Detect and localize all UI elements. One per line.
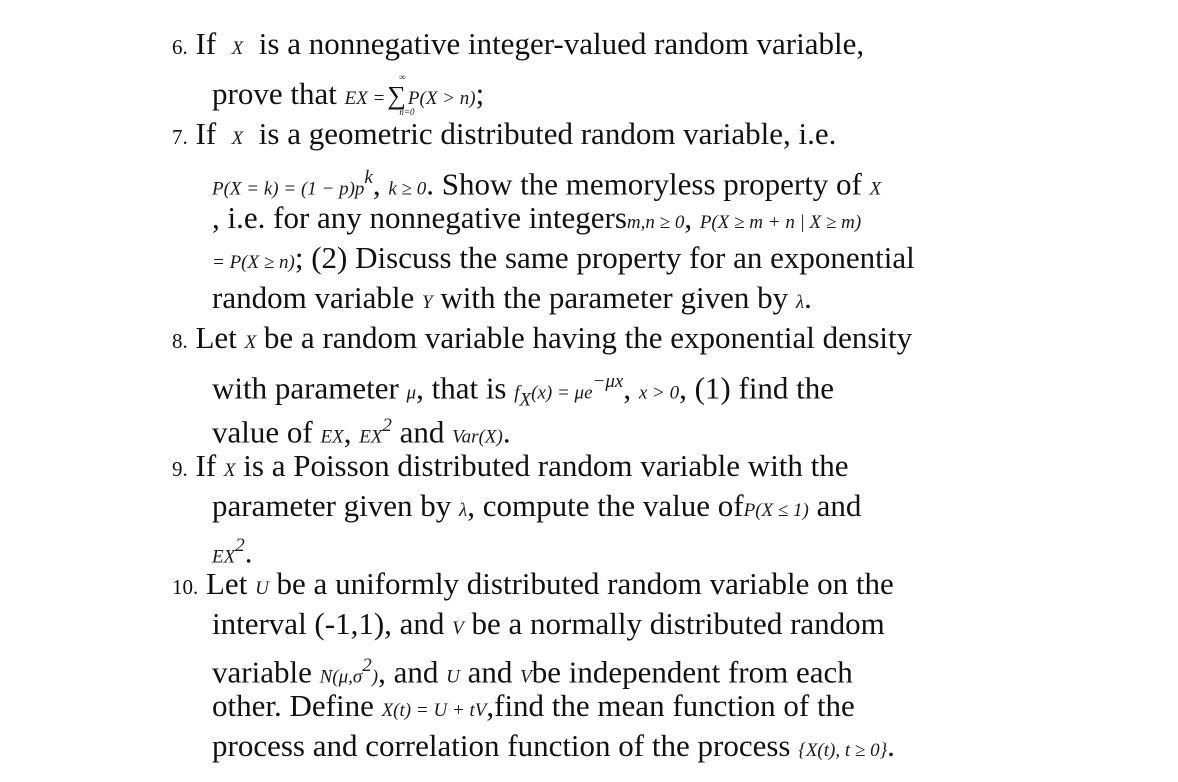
math-expr: P(X = k) = (1 − p)p: [212, 178, 365, 200]
math-var: λ: [795, 292, 805, 313]
problem-10-line-4: other. Define X(t) = U + tV,find the mean function of the: [212, 688, 855, 723]
problem-9-line-1: 9. If X is a Poisson distributed random variable with the: [172, 448, 849, 483]
math-var: λ: [459, 500, 468, 521]
math-var: U: [255, 578, 269, 599]
math-expr: x > 0: [638, 382, 680, 404]
problem-10-line-5: process and correlation function of the process {X(t), t ≥ 0}.: [212, 728, 895, 763]
math-expr: P(X ≤ 1): [743, 500, 809, 521]
problem-number: 9.: [172, 457, 188, 481]
math-expr: EX: [212, 546, 236, 568]
problem-number: 10.: [172, 575, 199, 599]
problem-7-line-5: random variable Y with the parameter given by λ.: [212, 280, 812, 315]
problem-7-line-2: $P(X = k) = (1 - p)p^k$, k ≥ 0. Show the memoryless property of X: [212, 166, 882, 202]
math-expr: X(t) = U + tV: [381, 700, 487, 721]
math-var: V: [520, 666, 532, 688]
problem-7-line-4: = P(X ≥ n); (2) Discuss the same property for an exponential: [212, 240, 915, 275]
summation-symbol: ∑ n=0 ∞: [387, 72, 415, 117]
math-var: X: [244, 332, 257, 353]
math-expr: N(μ,σ: [319, 666, 363, 688]
problem-8-line-3: value of EX, $EX^2$ and Var(X).: [212, 414, 511, 450]
math-expr: f: [514, 382, 520, 404]
math-expr: P(X > n): [407, 88, 476, 109]
math-expr: EX: [359, 426, 383, 448]
problem-7-line-1: 7. If X is a geometric distributed random variable, i.e.: [172, 116, 837, 151]
math-expr: k ≥ 0: [388, 178, 427, 200]
math-expr: Var(X): [452, 426, 503, 448]
math-var: X: [231, 128, 244, 149]
problem-6-line-1: 6. If X is a nonnegative integer-valued random variable,: [172, 26, 865, 61]
math-var: V: [452, 618, 464, 639]
problem-10-line-2: interval (-1,1), and V be a normally distributed random: [212, 606, 885, 641]
math-var: X: [869, 178, 882, 200]
math-expr: {X(t), t ≥ 0}: [798, 740, 888, 761]
math-expr: m,n ≥ 0: [626, 212, 685, 233]
problem-number: 7.: [172, 125, 188, 149]
math-var: X: [223, 460, 236, 481]
problem-9-line-3: $EX^2$.: [212, 534, 253, 570]
math-var: Y: [422, 292, 433, 313]
problem-10-line-3: variable $N(\mu,\sigma^2)$, and U and Vbe independent from each: [212, 654, 853, 690]
problem-8-line-1: 8. Let X be a random variable having the exponential density: [172, 320, 913, 355]
math-var: μ: [406, 382, 417, 404]
problem-number: 6.: [172, 35, 188, 59]
math-var: U: [446, 666, 460, 688]
math-expr: = P(X ≥ n): [212, 252, 295, 273]
math-expr: EX: [320, 426, 344, 448]
problem-10-line-1: 10. Let U be a uniformly distributed random variable on the: [172, 566, 894, 601]
problem-7-line-3: , i.e. for any nonnegative integersm,n ≥ 0, P(X ≥ m + n | X ≥ m): [212, 200, 862, 235]
problem-9-line-2: parameter given by λ, compute the value ofP(X ≤ 1) and: [212, 488, 862, 523]
math-expr: EX =: [344, 88, 386, 109]
math-expr: P(X ≥ m + n | X ≥ m): [699, 212, 862, 233]
problem-6-line-2: prove that EX =∑ n=0 ∞ P(X > n);: [212, 72, 485, 117]
problem-8-line-2: with parameter μ, that is $f_X(x) = \mu e^{-\mu x}$, x > 0, (1) find the: [212, 370, 835, 411]
math-var: X: [231, 38, 244, 59]
problem-number: 8.: [172, 329, 188, 353]
